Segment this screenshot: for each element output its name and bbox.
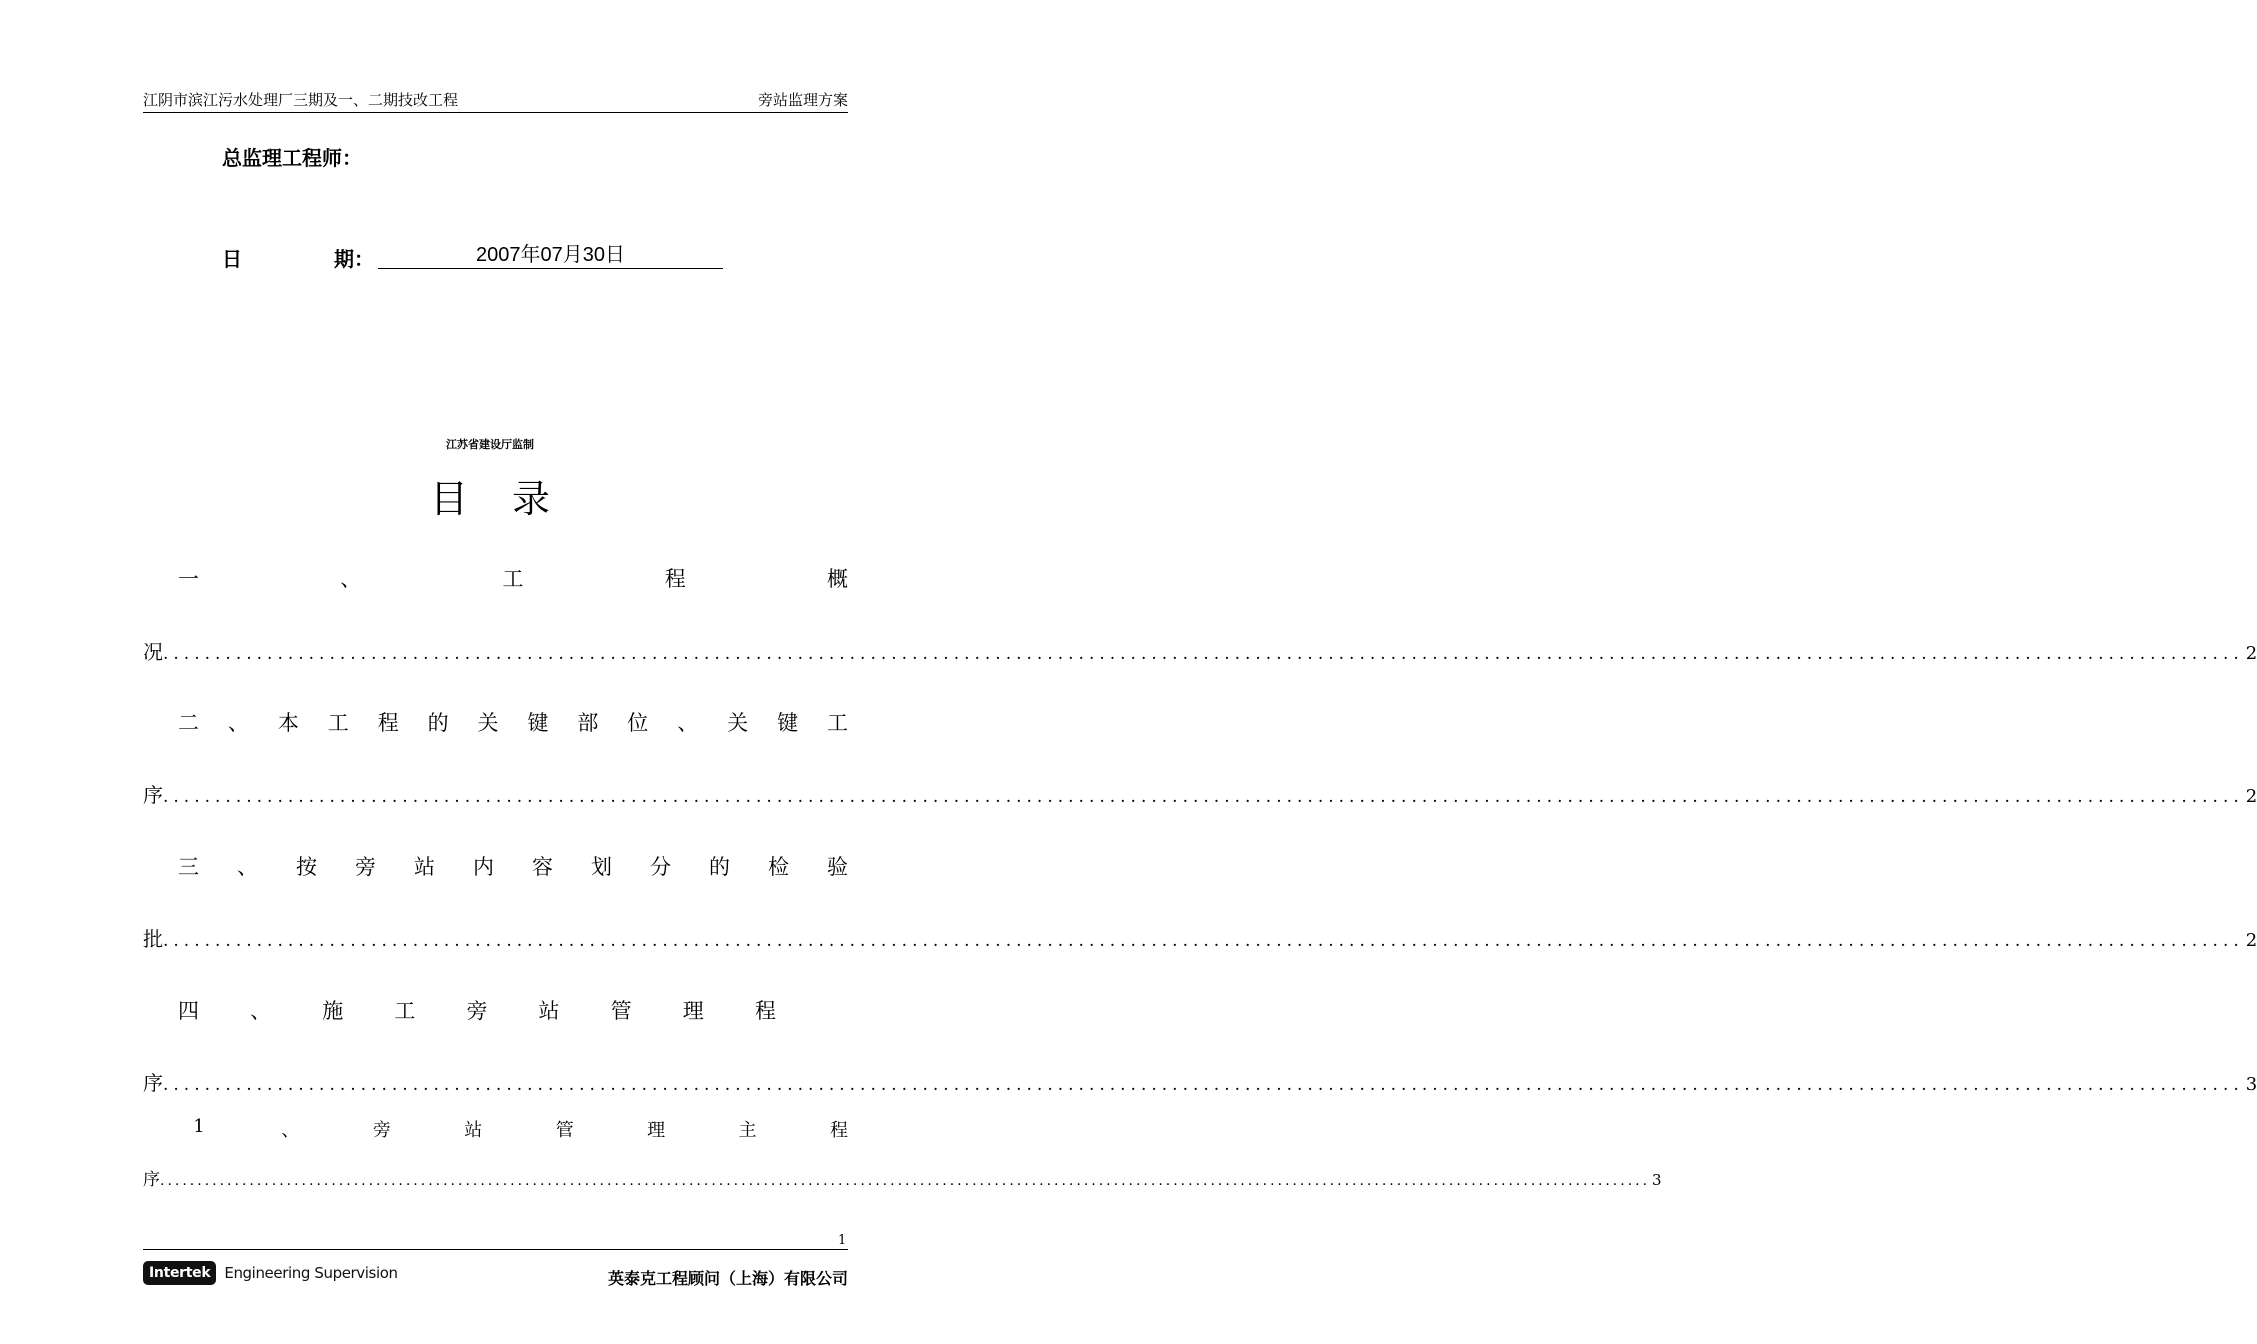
toc-entry-char: 键 — [777, 711, 799, 735]
toc-entry-char: 站 — [538, 999, 560, 1023]
chief-engineer-label: 总监理工程师： — [222, 146, 362, 170]
toc-entry-char: 管 — [610, 999, 632, 1023]
date-label-part1: 日 — [222, 247, 242, 271]
toc-entry-char: 检 — [768, 855, 789, 879]
toc-entry-char: 部 — [577, 711, 599, 735]
toc-dot-leader: ........................................................................................................................................................................................................ — [160, 1173, 1651, 1189]
toc-entry-char: 三 — [178, 855, 199, 879]
toc-entry-char: 的 — [427, 711, 449, 735]
toc-entry-char: 程 — [754, 999, 776, 1023]
toc-entry-char: 按 — [296, 855, 317, 879]
toc-entry-char: 划 — [591, 855, 612, 879]
toc-entry-leader[interactable] — [143, 779, 2257, 808]
toc-entry-char: 、 — [677, 711, 699, 735]
toc-entry-char: 旁 — [372, 1120, 391, 1141]
toc-entry-tail: 序 — [143, 1071, 163, 1095]
toc-entry-char: 概 — [827, 567, 848, 591]
toc-page-number: 2 — [2245, 786, 2257, 807]
toc-entry-char — [827, 995, 848, 1025]
toc-dot-leader: ........................................................................................................................................................................................................ — [163, 931, 2244, 951]
date-label-part2: 期： — [334, 247, 374, 271]
header-project-title: 江阴市滨江污水处理厂三期及一、二期技改工程 — [143, 91, 459, 109]
toc-entry-char: 的 — [709, 855, 730, 879]
toc-entry-char: 验 — [827, 855, 848, 879]
toc-entry-char: 站 — [464, 1120, 483, 1141]
toc-entry-char: 理 — [682, 999, 704, 1023]
page-number: 1 — [838, 1233, 847, 1248]
toc-entry-char: 二 — [178, 711, 199, 735]
intertek-logo — [143, 1261, 398, 1285]
toc-entry-char: 理 — [647, 1120, 666, 1141]
toc-entry-char: 关 — [727, 711, 749, 735]
toc-dot-leader: ........................................................................................................................................................................................................ — [163, 787, 2244, 807]
toc-entry-char: 程 — [377, 711, 399, 735]
toc-entry-char: 键 — [527, 711, 549, 735]
toc-entry-char: 旁 — [466, 999, 488, 1023]
toc-entry-char: 、 — [340, 567, 362, 591]
toc-entry-heading[interactable] — [178, 851, 848, 881]
toc-entry-char: 四 — [178, 999, 199, 1023]
toc-entry-char: 、 — [281, 1120, 300, 1141]
toc-entry-char: 、 — [250, 999, 272, 1023]
page-header — [143, 88, 848, 113]
toc-entry-leader[interactable] — [143, 1067, 2257, 1096]
toc-title — [430, 468, 550, 523]
toc-entry-char: 施 — [322, 999, 344, 1023]
toc-entry-char: 站 — [414, 855, 435, 879]
toc-dot-leader: ........................................................................................................................................................................................................ — [163, 644, 2244, 664]
toc-entry-tail: 况 — [143, 640, 163, 664]
toc-page-number: 2 — [2245, 930, 2257, 951]
footer-divider — [143, 1249, 848, 1250]
toc-entry-char: 管 — [555, 1120, 574, 1141]
toc-page-number: 3 — [1652, 1171, 1662, 1189]
toc-entry-leader[interactable] — [143, 636, 2257, 665]
toc-entry-char: 位 — [627, 711, 649, 735]
toc-entry-char: 本 — [277, 711, 299, 735]
toc-entry-char: 程 — [829, 1120, 848, 1141]
toc-entry-char: 工 — [327, 711, 349, 735]
toc-entry-leader[interactable] — [143, 1165, 1662, 1190]
toc-entry-char: 关 — [477, 711, 499, 735]
toc-title-char-1: 目 — [430, 477, 469, 521]
toc-entry-heading[interactable] — [178, 563, 848, 593]
toc-page-number: 2 — [2245, 643, 2257, 664]
header-document-type: 旁站监理方案 — [757, 91, 848, 109]
logo-tagline: Engineering Supervision — [224, 1264, 398, 1282]
toc-entry-char: 、 — [237, 855, 258, 879]
toc-entry-heading[interactable] — [178, 995, 848, 1025]
toc-entry-char: 分 — [650, 855, 671, 879]
toc-entry-char: 一 — [178, 567, 199, 591]
toc-entry-leader[interactable] — [143, 923, 2257, 952]
toc-entry-char: 、 — [227, 711, 249, 735]
logo-badge: Intertek — [143, 1261, 216, 1285]
toc-dot-leader: ........................................................................................................................................................................................................ — [163, 1075, 2244, 1095]
toc-entry-tail: 序 — [143, 783, 163, 807]
toc-entry-char: 主 — [738, 1120, 757, 1141]
toc-entry-heading[interactable] — [190, 1116, 848, 1142]
toc-entry-char: 工 — [502, 567, 524, 591]
toc-entry-tail: 批 — [143, 927, 163, 951]
toc-entry-heading[interactable] — [178, 707, 848, 737]
toc-page-number: 3 — [2245, 1074, 2257, 1095]
date-value: 2007年07月30日 — [378, 240, 723, 269]
supervised-by-note: 江苏省建设厅监制 — [446, 438, 534, 451]
toc-entry-tail: 序 — [143, 1170, 160, 1190]
toc-title-char-2: 录 — [512, 477, 551, 521]
toc-entry-char: 工 — [826, 711, 848, 735]
toc-entry-char: 容 — [532, 855, 553, 879]
company-name: 英泰克工程顾问（上海）有限公司 — [607, 1269, 848, 1288]
toc-entry-char: 旁 — [355, 855, 376, 879]
toc-entry-char: 1 — [193, 1116, 205, 1137]
toc-entry-char: 程 — [664, 567, 686, 591]
toc-entry-char: 内 — [473, 855, 494, 879]
toc-entry-char: 工 — [394, 999, 416, 1023]
